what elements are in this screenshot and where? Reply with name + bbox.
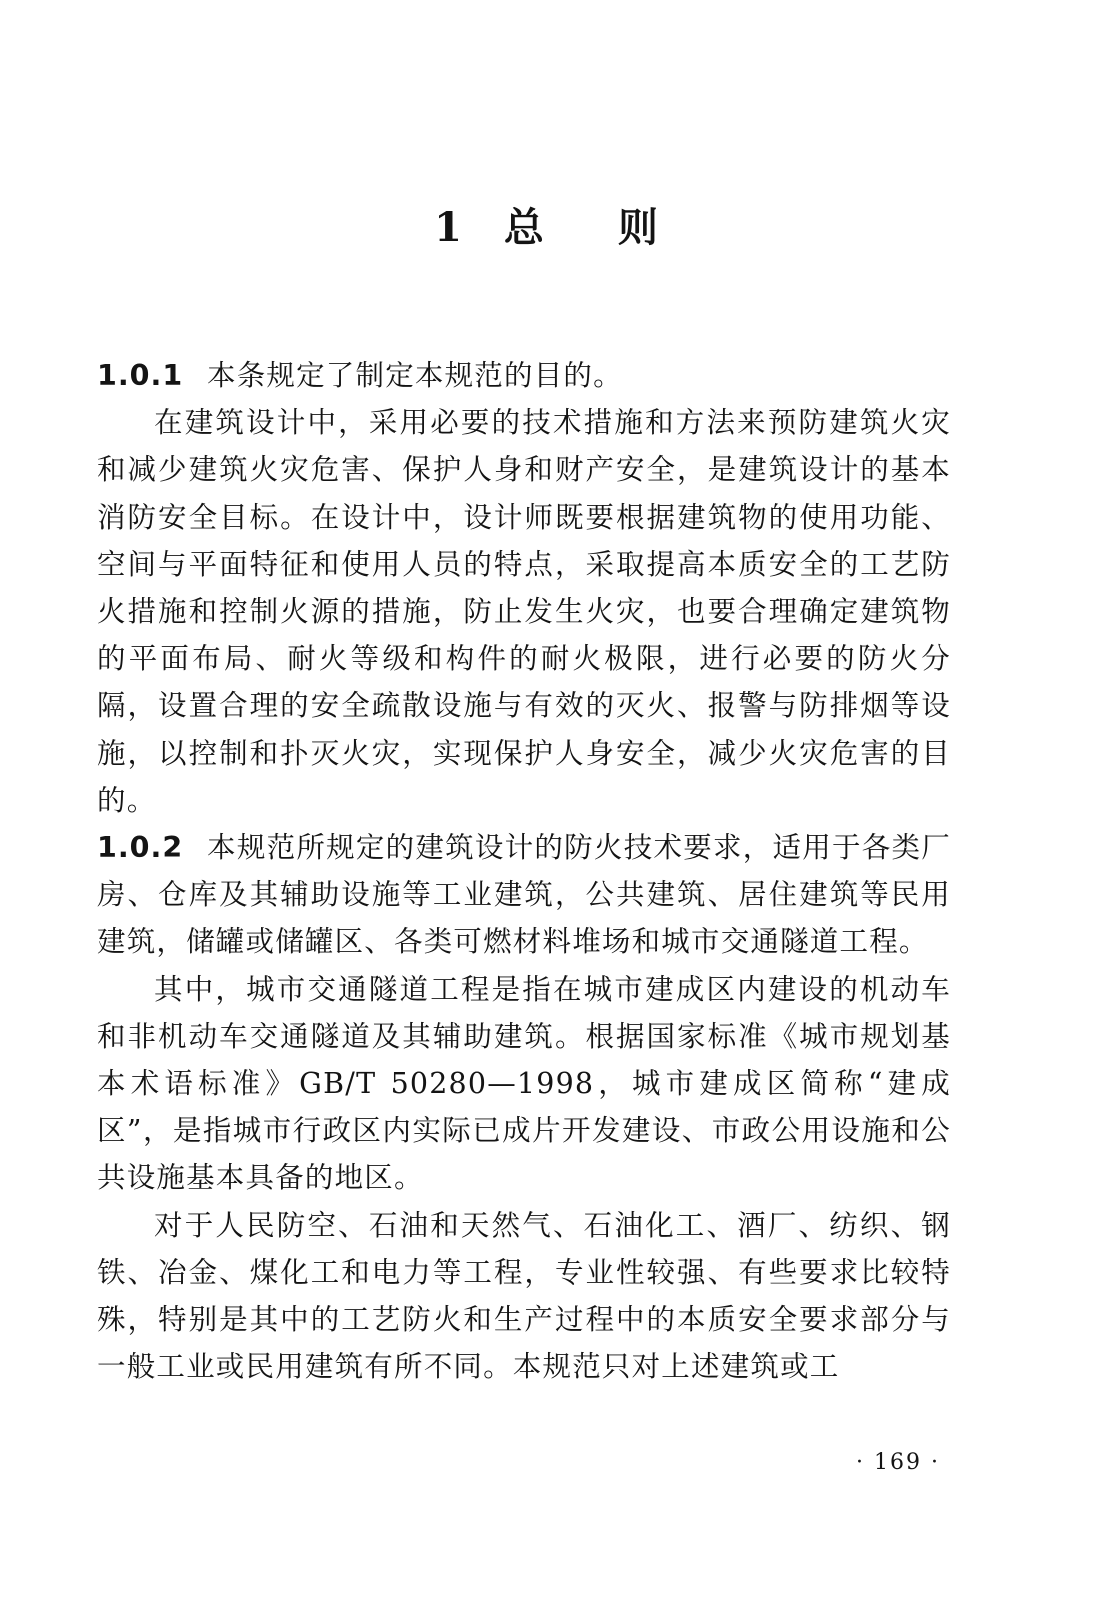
clause-lead-text: 本规范所规定的建筑设计的防火技术要求，适用于各类厂房、仓库及其辅助设施等工业建筑，公共建筑、居住建筑等民用建筑，储罐或储罐区、各类可燃材料堆场和城市交通隧道工程。	[97, 831, 951, 959]
chapter-number: 1	[434, 204, 464, 251]
body-text	[97, 352, 951, 1390]
paragraph: 其中，城市交通隧道工程是指在城市建成区内建设的机动车和非机动车交通隧道及其辅助建筑。根据国家标准《城市规划基本术语标准》GB/T 50280—1998，城市建成区简称“建成区”，是指城市行政区内实际已成片开发建设、市政公用设施和公共设施基本具备的地区。	[97, 972, 951, 1195]
paragraph: 对于人民防空、石油和天然气、石油化工、酒厂、纺织、钢铁、冶金、煤化工和电力等工程，专业性较强、有些要求比较特殊，特别是其中的工艺防火和生产过程中的本质安全要求部分与一般工业或民用建筑有所不同。本规范只对上述建筑或工	[97, 1208, 951, 1384]
page-number: · 169 ·	[856, 1450, 940, 1475]
clause-1-0-1-lead	[97, 352, 951, 399]
clause-1-0-2-lead	[97, 824, 951, 966]
clause-number: 1.0.2	[97, 831, 184, 865]
paragraph: 在建筑设计中，采用必要的技术措施和方法来预防建筑火灾和减少建筑火灾危害、保护人身和财产安全，是建筑设计的基本消防安全目标。在设计中，设计师既要根据建筑物的使用功能、空间与平面特征和使用人员的特点，采取提高本质安全的工艺防火措施和控制火源的措施，防止发生火灾，也要合理确定建筑物的平面布局、耐火等级和构件的耐火极限，进行必要的防火分隔，设置合理的安全疏散设施与有效的灭火、报警与防排烟等设施，以控制和扑灭火灾，实现保护人身安全，减少火灾危害的目的。	[97, 406, 951, 817]
clause-number: 1.0.1	[97, 359, 184, 392]
chapter-title-char-1: 总	[503, 204, 546, 251]
chapter-title	[0, 198, 1094, 258]
chapter-title-char-2: 则	[617, 204, 660, 251]
clause-lead-text: 本条规定了制定本规范的目的。	[207, 359, 623, 392]
